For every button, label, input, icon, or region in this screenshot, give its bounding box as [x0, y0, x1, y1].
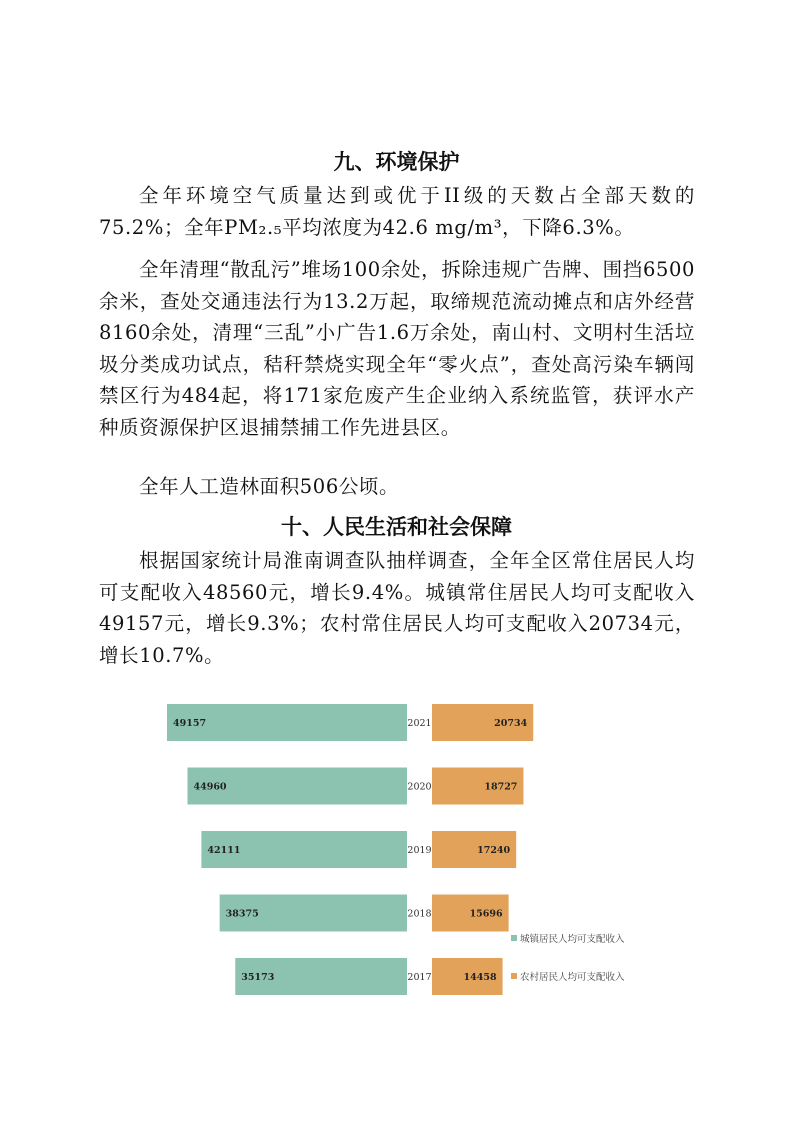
section9-paragraph-2: 全年清理“散乱污”堆场100余处，拆除违规广告牌、围挡6500余米，查处交通违法行为13.2万起，取缔规范流动摊点和店外经营8160余处，清理“三乱”小广告1.6万余处，南山村、文明村生活垃圾分类成功试点，秸秆禁烧实现全年“零火点”，查处高污染车辆闯禁区行为484起，将171家危废产生企业纳入系统监管，获评水产种质资源保护区退捕禁捕工作先进县区。 [99, 258, 695, 439]
urban-bar-label: 38375 [225, 908, 259, 920]
section9-heading: 九、环境保护 [333, 150, 460, 174]
urban-bar-label: 44960 [193, 781, 227, 793]
urban-bar-label: 49157 [173, 718, 207, 729]
legend-label: 城镇居民人均可支配收入 [520, 934, 625, 945]
rural-bar-label: 18727 [484, 781, 518, 793]
rural-bar-label: 15696 [469, 908, 503, 920]
section9-paragraph-1: 全年环境空气质量达到或优于II级的天数占全部天数的75.2%；全年PM₂.₅平均浓度为42.6 mg/m³，下降6.3%。 [99, 184, 695, 239]
year-label: 2021 [407, 718, 432, 729]
rural-bar-label: 17240 [477, 845, 511, 856]
urban-bar-label: 42111 [207, 845, 241, 856]
legend-swatch [511, 973, 517, 979]
year-label: 2019 [407, 845, 432, 856]
section10-heading: 十、人民生活和社会保障 [281, 515, 512, 539]
income-chart [0, 690, 793, 1000]
section9-paragraph-3: 全年人工造林面积506公顷。 [139, 475, 400, 498]
rural-bar-label: 20734 [494, 718, 528, 729]
year-label: 2020 [407, 781, 432, 793]
rural-bar-label: 14458 [463, 972, 497, 983]
legend-label: 农村居民人均可支配收入 [520, 972, 625, 983]
section10-paragraph-1: 根据国家统计局淮南调查队抽样调查，全年全区常住居民人均可支配收入48560元，增长9.4%。城镇常住居民人均可支配收入49157元，增长9.3%；农村常住居民人均可支配收入20734元，增长10.7%。 [99, 549, 695, 667]
legend-swatch [511, 935, 517, 941]
year-label: 2018 [407, 908, 432, 920]
urban-bar-label: 35173 [241, 972, 275, 983]
year-label: 2017 [407, 972, 432, 983]
